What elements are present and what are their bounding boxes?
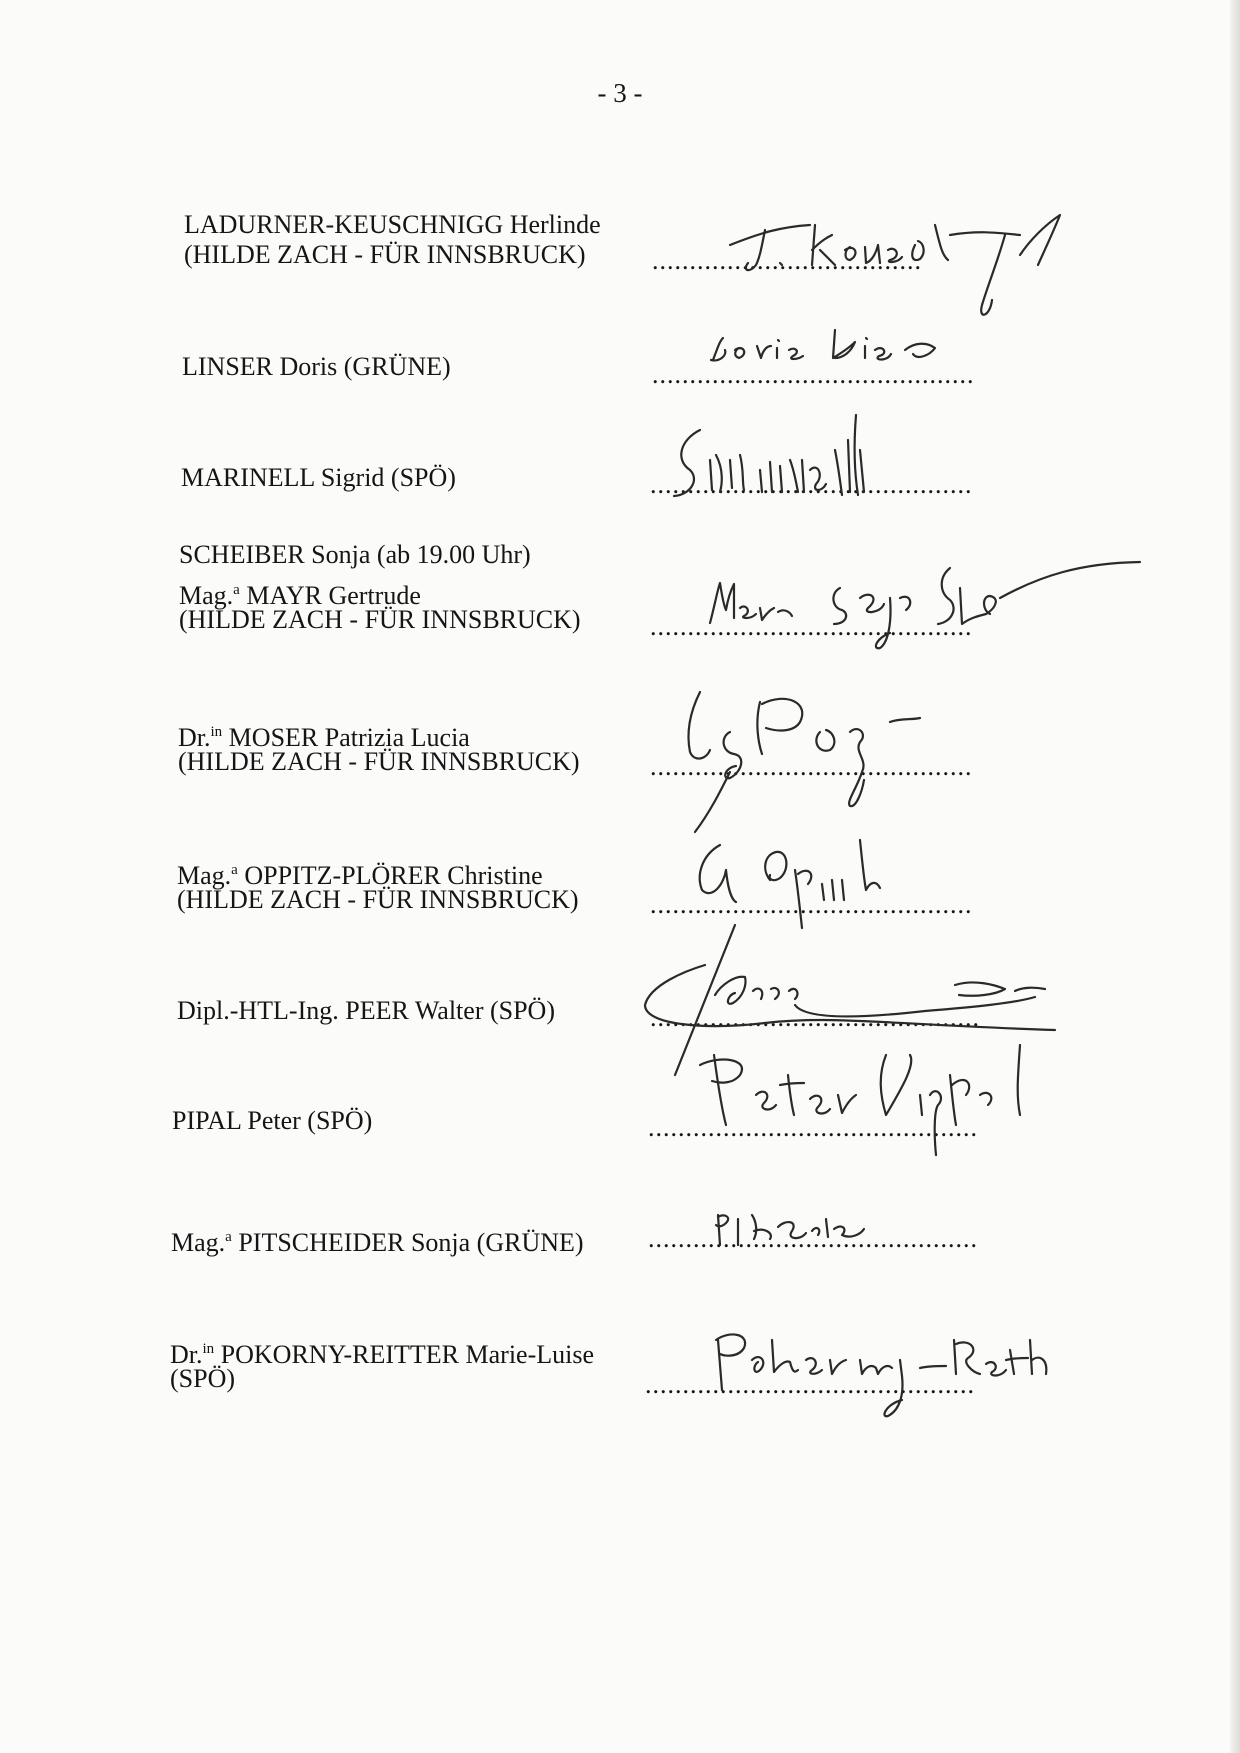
handwritten-signature xyxy=(705,320,1005,380)
signature-line: ............................................ xyxy=(648,1113,978,1142)
signature-line: ........................................... xyxy=(650,470,973,499)
academic-title: Mag. xyxy=(171,1228,226,1257)
academic-title: Mag. xyxy=(179,581,234,610)
handwritten-signature xyxy=(708,1205,928,1255)
academic-title: Dr. xyxy=(178,723,211,752)
member-name-text: POKORNY-REITTER Marie-Luise xyxy=(220,1340,595,1369)
member-party: (HILDE ZACH - FÜR INNSBRUCK) xyxy=(179,605,581,634)
member-name-text: MAYR Gertrude xyxy=(246,581,421,610)
member-party: (HILDE ZACH - FÜR INNSBRUCK) xyxy=(184,240,586,269)
handwritten-signature xyxy=(700,548,1150,668)
signature-line: ........................................... xyxy=(652,360,975,389)
signature-line: ........................................... xyxy=(650,890,973,919)
title-superscript: in xyxy=(202,1341,215,1357)
member-name: Dipl.-HTL-Ing. PEER Walter (SPÖ) xyxy=(177,996,555,1025)
page-number: - 3 - xyxy=(597,78,643,108)
title-superscript: a xyxy=(231,862,238,878)
member-name: SCHEIBER Sonja (ab 19.00 Uhr) xyxy=(179,540,531,569)
member-name-text: PITSCHEIDER Sonja (GRÜNE) xyxy=(238,1228,584,1257)
signature-line: ........................................... xyxy=(650,612,973,641)
signature-line: ............................................ xyxy=(650,1003,980,1032)
member-name: PIPAL Peter (SPÖ) xyxy=(172,1106,373,1135)
member-party: (SPÖ) xyxy=(170,1364,236,1393)
member-name: LADURNER-KEUSCHNIGG Herlinde xyxy=(184,210,601,239)
signature-line: ........................................... xyxy=(650,752,973,781)
member-name: LINSER Doris (GRÜNE) xyxy=(182,352,451,381)
handwritten-signature xyxy=(660,410,920,515)
member-name: MARINELL Sigrid (SPÖ) xyxy=(181,463,456,492)
academic-title: Dr. xyxy=(170,1340,203,1369)
handwritten-signature xyxy=(720,205,1080,335)
title-superscript: a xyxy=(225,1229,232,1245)
scan-edge xyxy=(1230,0,1240,1753)
member-party: (HILDE ZACH - FÜR INNSBRUCK) xyxy=(178,747,580,776)
academic-title: Mag. xyxy=(177,861,232,890)
member-name-text: OPPITZ-PLÖRER Christine xyxy=(244,861,543,890)
title-superscript: a xyxy=(233,582,240,598)
handwritten-signature xyxy=(690,1035,1050,1175)
handwritten-signature xyxy=(650,682,1050,842)
member-name-with-title xyxy=(171,1222,584,1258)
signature-line: ............................................ xyxy=(645,1370,975,1399)
member-party: (HILDE ZACH - FÜR INNSBRUCK) xyxy=(177,885,579,914)
handwritten-signature xyxy=(710,1320,1070,1430)
signature-line: ............................................ xyxy=(648,1224,978,1253)
member-name-text: MOSER Patrizia Lucia xyxy=(228,723,470,752)
signature-line: .................................... xyxy=(652,246,922,275)
title-superscript: in xyxy=(210,724,223,740)
